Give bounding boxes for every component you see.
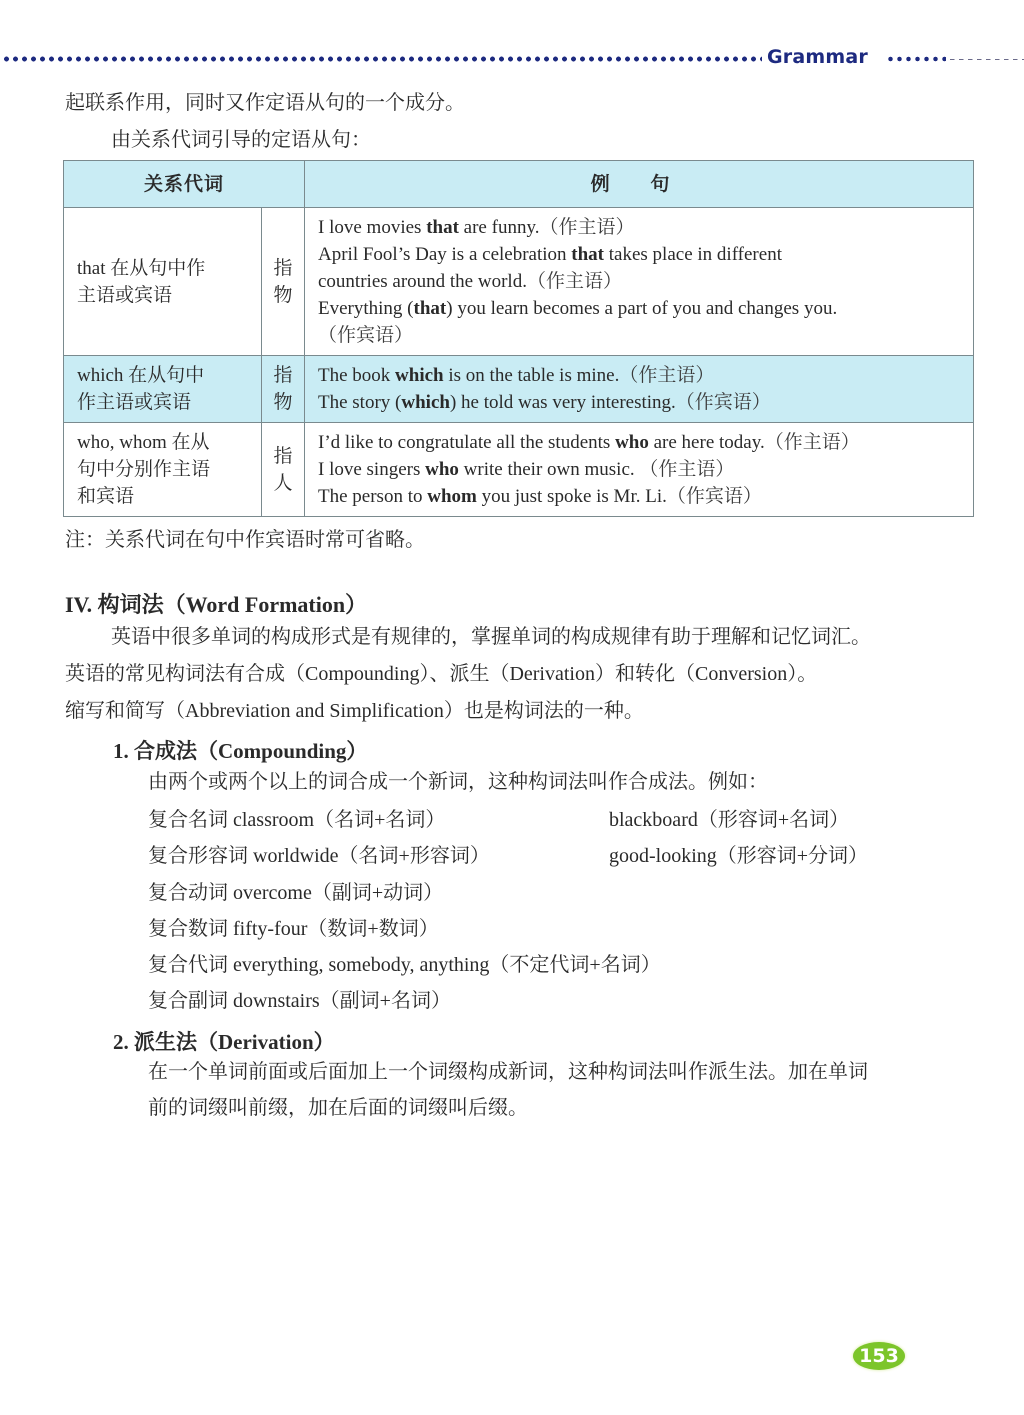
sentence-text: takes place in different — [604, 244, 782, 265]
para-line-2: 英语的常见构词法有合成（Compounding）、派生（Derivation）和转化（Conversion）。 — [65, 663, 818, 685]
pronoun-description — [64, 208, 262, 356]
relative-pronoun-highlight: that — [571, 244, 605, 265]
pronoun-description-line: 主语或宾语 — [77, 284, 173, 306]
relative-pronoun-highlight: that — [413, 298, 447, 319]
example-sentence-line — [318, 322, 963, 349]
running-header — [0, 46, 1024, 70]
compounding-desc: 由两个或两个以上的词合成一个新词，这种构词法叫作合成法。例如： — [148, 771, 768, 793]
sentence-text: ) he told was very interesting. — [449, 392, 676, 413]
refers-to — [262, 356, 305, 423]
table-row — [64, 356, 974, 423]
example-compound-numeral: 复合数词 fifty-four（数词+数词） — [148, 918, 439, 940]
pronoun-description — [64, 423, 262, 517]
pronoun-description — [64, 356, 262, 423]
pronoun-description-line: 和宾语 — [77, 486, 135, 507]
pronoun-description-line: who, whom 在从 — [77, 432, 210, 453]
refers-to-char: 指 — [273, 257, 293, 279]
relative-pronoun-highlight: who — [425, 459, 459, 480]
sentence-text: countries around the world. — [318, 271, 527, 292]
grammar-role-tag: （作主语） — [526, 271, 622, 292]
example-compound-noun: 复合名词 classroom（名词+名词） — [148, 809, 446, 831]
pronoun-description-line: which 在从句中 — [77, 365, 205, 386]
sentence-text: I love singers — [318, 459, 426, 480]
example-sentences — [305, 208, 974, 356]
subsection-title-derivation: 2. 派生法（Derivation） — [113, 1030, 335, 1054]
example-compound-verb: 复合动词 overcome（副词+动词） — [148, 882, 444, 904]
table-row — [64, 208, 974, 356]
table-row — [64, 423, 974, 517]
refers-to-char: 物 — [273, 284, 293, 306]
refers-to-char: 指 — [273, 445, 293, 467]
grammar-role-tag: （作宾语） — [318, 325, 414, 346]
grammar-role-tag: （作主语） — [539, 217, 635, 238]
header-examples: 例 句 — [305, 161, 974, 208]
header-pronoun: 关系代词 — [64, 161, 305, 208]
example-compound-adverb: 复合副词 downstairs（副词+名词） — [148, 990, 451, 1012]
grammar-role-tag: （作宾语） — [675, 392, 771, 413]
sentence-text: ) you learn becomes a part of you and changes you. — [446, 298, 838, 319]
relative-pronoun-highlight: that — [426, 217, 459, 238]
relative-pronoun-highlight: whom — [427, 486, 477, 507]
relative-pronoun-highlight: who — [615, 432, 649, 453]
intro-line-1: 起联系作用，同时又作定语从句的一个成分。 — [65, 92, 465, 114]
example-sentence-line — [318, 483, 963, 510]
example-sentences — [305, 356, 974, 423]
intro-line-2: 由关系代词引导的定语从句： — [111, 129, 371, 151]
refers-to-char: 物 — [273, 392, 293, 413]
sentence-text: I’d like to congratulate all the students — [318, 432, 616, 453]
example-good-looking: good-looking（形容词+分词） — [609, 845, 869, 867]
example-compound-pronoun: 复合代词 everything, somebody, anything（不定代词+名词） — [148, 954, 661, 976]
refers-to-char: 指 — [273, 365, 293, 386]
pronoun-description-line: that 在从句中作 — [77, 257, 206, 279]
dotted-rule-left — [2, 56, 762, 62]
sentence-text: you just spoke is Mr. Li. — [476, 486, 667, 507]
derivation-desc-1: 在一个单词前面或后面加上一个词缀构成新词，这种构词法叫作派生法。加在单词 — [148, 1061, 868, 1083]
grammar-role-tag: （作宾语） — [666, 486, 762, 507]
example-sentences — [305, 423, 974, 517]
refers-to — [262, 208, 305, 356]
sentence-text: is on the table is mine. — [443, 365, 620, 386]
sentence-text: The book — [318, 365, 396, 386]
relative-pronoun-table — [63, 160, 974, 517]
relative-pronoun-highlight: which — [395, 365, 444, 386]
subsection-title-compounding: 1. 合成法（Compounding） — [113, 739, 368, 763]
dotted-rule-right — [886, 56, 946, 62]
para-line-3: 缩写和简写（Abbreviation and Simplification）也是构词法的一种。 — [65, 700, 644, 722]
pronoun-description-line: 句中分别作主语 — [77, 459, 211, 480]
sentence-text: are funny. — [458, 217, 540, 238]
pronoun-description-line: 作主语或宾语 — [77, 392, 192, 413]
example-sentence-line — [318, 214, 963, 241]
sentence-text: The story ( — [318, 392, 402, 413]
example-sentence-line — [318, 241, 963, 268]
section-label: Grammar — [767, 46, 868, 68]
dashed-rule-right — [950, 59, 1024, 61]
grammar-role-tag: （作主语） — [639, 459, 735, 480]
example-sentence-line — [318, 362, 963, 389]
table-header-row — [64, 161, 974, 208]
refers-to — [262, 423, 305, 517]
example-sentence-line — [318, 389, 963, 416]
grammar-role-tag: （作主语） — [619, 365, 715, 386]
sentence-text: April Fool’s Day is a celebration — [318, 244, 572, 265]
example-blackboard: blackboard（形容词+名词） — [609, 809, 850, 831]
example-compound-adjective: 复合形容词 worldwide（名词+形容词） — [148, 845, 490, 867]
example-sentence-line — [318, 456, 963, 483]
sentence-text: write their own music. — [458, 459, 640, 480]
sentence-text: Everything ( — [318, 298, 414, 319]
table-note: 注：关系代词在句中作宾语时常可省略。 — [65, 529, 425, 551]
derivation-desc-2: 前的词缀叫前缀，加在后面的词缀叫后缀。 — [148, 1097, 528, 1119]
example-sentence-line — [318, 429, 963, 456]
example-sentence-line — [318, 268, 963, 295]
sentence-text: The person to — [318, 486, 428, 507]
relative-pronoun-highlight: which — [401, 392, 450, 413]
grammar-role-tag: （作主语） — [764, 432, 860, 453]
page-number-badge: 153 — [853, 1342, 905, 1370]
refers-to-char: 人 — [273, 472, 293, 494]
para-line-1: 英语中很多单词的构成形式是有规律的，掌握单词的构成规律有助于理解和记忆词汇。 — [111, 626, 871, 648]
section-title-word-formation: IV. 构词法（Word Formation） — [65, 592, 368, 617]
sentence-text: are here today. — [648, 432, 765, 453]
example-sentence-line — [318, 295, 963, 322]
sentence-text: I love movies — [318, 217, 427, 238]
